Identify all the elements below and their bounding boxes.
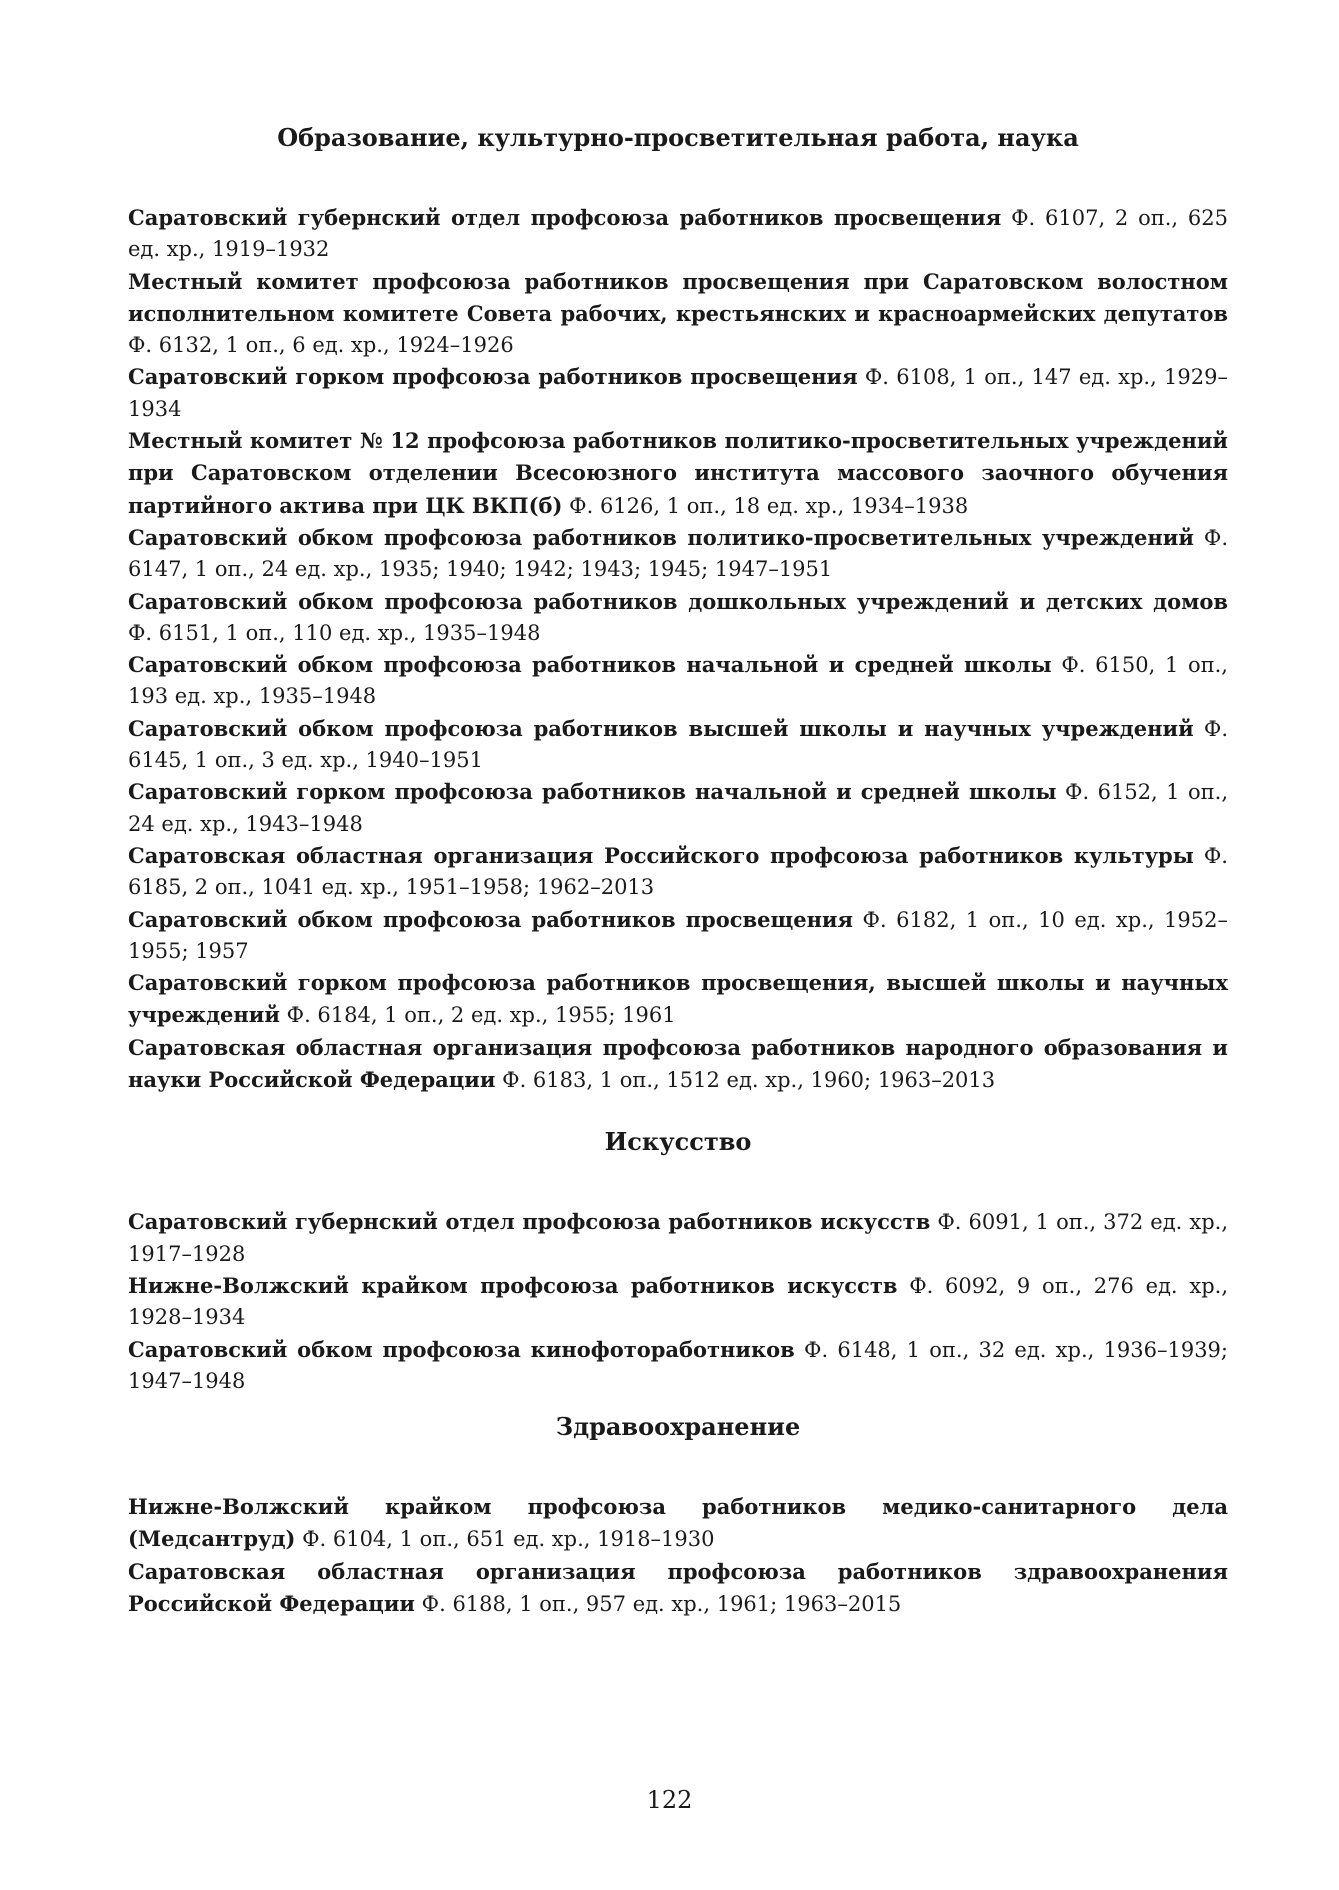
fund-details: Ф. 6132, 1 оп., 6 ед. хр., 1924–1926 [128, 333, 514, 358]
fund-entry [128, 649, 1228, 713]
fund-entry [128, 1491, 1228, 1556]
fund-entry [128, 425, 1228, 522]
fund-name: Саратовский губернский отдел профсоюза работников искусств [128, 1209, 931, 1235]
fund-details: Ф. 6185, 2 оп., 1041 ед. хр., 1951–1958; 1962–2013 [128, 843, 1228, 900]
fund-name: Саратовский обком профсоюза кинофоторабoтников [128, 1336, 795, 1362]
fund-details: Ф. 6183, 1 оп., 1512 ед. хр., 1960; 1963–2013 [502, 1068, 996, 1093]
fund-details: Ф. 6150, 1 оп., 193 ед. хр., 1935–1948 [128, 653, 1228, 709]
fund-details: Ф. 6126, 1 оп., 18 ед. хр., 1934–1938 [569, 493, 969, 518]
fund-entry [128, 1206, 1228, 1270]
fund-details: Ф. 6107, 2 оп., 625 ед. хр., 1919–1932 [128, 206, 1228, 262]
fund-entry [128, 266, 1228, 362]
fund-entry [128, 967, 1228, 1032]
fund-name: Саратовский обком профсоюза работников дошкольных учреждений и детских домов [128, 588, 1228, 614]
fund-entry [128, 840, 1228, 904]
fund-details: Ф. 6092, 9 оп., 276 ед. хр., 1928–1934 [128, 1273, 1228, 1330]
fund-name: Саратовская областная организация профсоюза работников народного образования и науки Российской Федерации [128, 1034, 1228, 1093]
fund-entry [128, 1334, 1228, 1398]
fund-details: Ф. 6184, 1 оп., 2 ед. хр., 1955; 1961 [286, 1003, 676, 1028]
section-healthcare [128, 1407, 1228, 1620]
section-title: Образование, культурно-просветительная работа, наука [277, 123, 1079, 152]
fund-name: Саратовский обком профсоюза работников начальной и средней школы [128, 652, 1052, 678]
fund-name: Нижне-Волжский крайком профсоюза работников искусств [128, 1272, 898, 1298]
fund-name: Местный комитет № 12 профсоюза работников политико-просветительных учреждений при Саратовском отделении Всесоюзного института массового заочного обучения партийного актива при ЦК ВКП(б) [128, 428, 1228, 518]
fund-name: Местный комитет профсоюза работников просвещения при Саратовском волостном исполнительном комитете Совета рабочих, крестьянских и красноармейских депутатов [128, 268, 1228, 326]
fund-name: Саратовский горком профсоюза работников начальной и средней школы [128, 779, 1057, 805]
fund-name: Саратовский обком профсоюза работников высшей школы и научных учреждений [128, 715, 1194, 741]
fund-details: Ф. 6188, 1 оп., 957 ед. хр., 1961; 1963–2015 [421, 1591, 902, 1616]
fund-details: Ф. 6148, 1 оп., 32 ед. хр., 1936–1939; 1947–1948 [128, 1337, 1228, 1393]
page-number: 122 [646, 1786, 693, 1814]
section-title: Искусство [604, 1127, 752, 1157]
fund-entry [128, 586, 1228, 650]
fund-details: Ф. 6104, 1 оп., 651 ед. хр., 1918–1930 [302, 1527, 715, 1552]
fund-details: Ф. 6152, 1 оп., 24 ед. хр., 1943–1948 [128, 780, 1228, 836]
fund-details: Ф. 6182, 1 оп., 10 ед. хр., 1952–1955; 1957 [128, 907, 1229, 963]
fund-entry [128, 776, 1228, 840]
fund-details: Ф. 6091, 1 оп., 372 ед. хр., 1917–1928 [128, 1210, 1228, 1266]
fund-entry [128, 361, 1228, 425]
section-education [128, 118, 1228, 1096]
fund-entry [128, 713, 1228, 777]
fund-name: Саратовский горком профсоюза работников просвещения, высшей школы и научных учреждений [128, 970, 1228, 1028]
section-arts [128, 1122, 1228, 1397]
fund-details: Ф. 6108, 1 оп., 147 ед. хр., 1929–1934 [128, 365, 1228, 421]
section-title: Здравоохранение [555, 1412, 801, 1442]
fund-entry [128, 522, 1228, 586]
fund-details: Ф. 6147, 1 оп., 24 ед. хр., 1935; 1940; 1942; 1943; 1945; 1947–1951 [128, 525, 1228, 582]
fund-entry [128, 1556, 1228, 1621]
fund-entry [128, 1270, 1228, 1334]
fund-name: Саратовский обком профсоюза работников просвещения [128, 906, 854, 932]
fund-details: Ф. 6151, 1 оп., 110 ед. хр., 1935–1948 [128, 620, 541, 645]
fund-name: Саратовский губернский отдел профсоюза работников просвещения [128, 205, 1002, 230]
fund-entry [128, 202, 1228, 266]
page-content [128, 118, 1228, 1646]
fund-name: Саратовская областная организация Российского профсоюза работников культуры [128, 842, 1194, 868]
fund-name: Саратовский обком профсоюза работников политико-просветительных учреждений [128, 524, 1194, 550]
fund-details: Ф. 6145, 1 оп., 3 ед. хр., 1940–1951 [128, 716, 1228, 773]
fund-name: Саратовская областная организация профсоюза работников здравоохранения Российской Федерации [128, 1558, 1228, 1616]
fund-name: Нижне-Волжский крайком профсоюза работников медико-санитарного дела (Медсантруд) [128, 1494, 1228, 1552]
fund-name: Саратовский горком профсоюза работников просвещения [128, 364, 858, 390]
fund-entry [128, 904, 1228, 968]
fund-entry [128, 1032, 1228, 1097]
